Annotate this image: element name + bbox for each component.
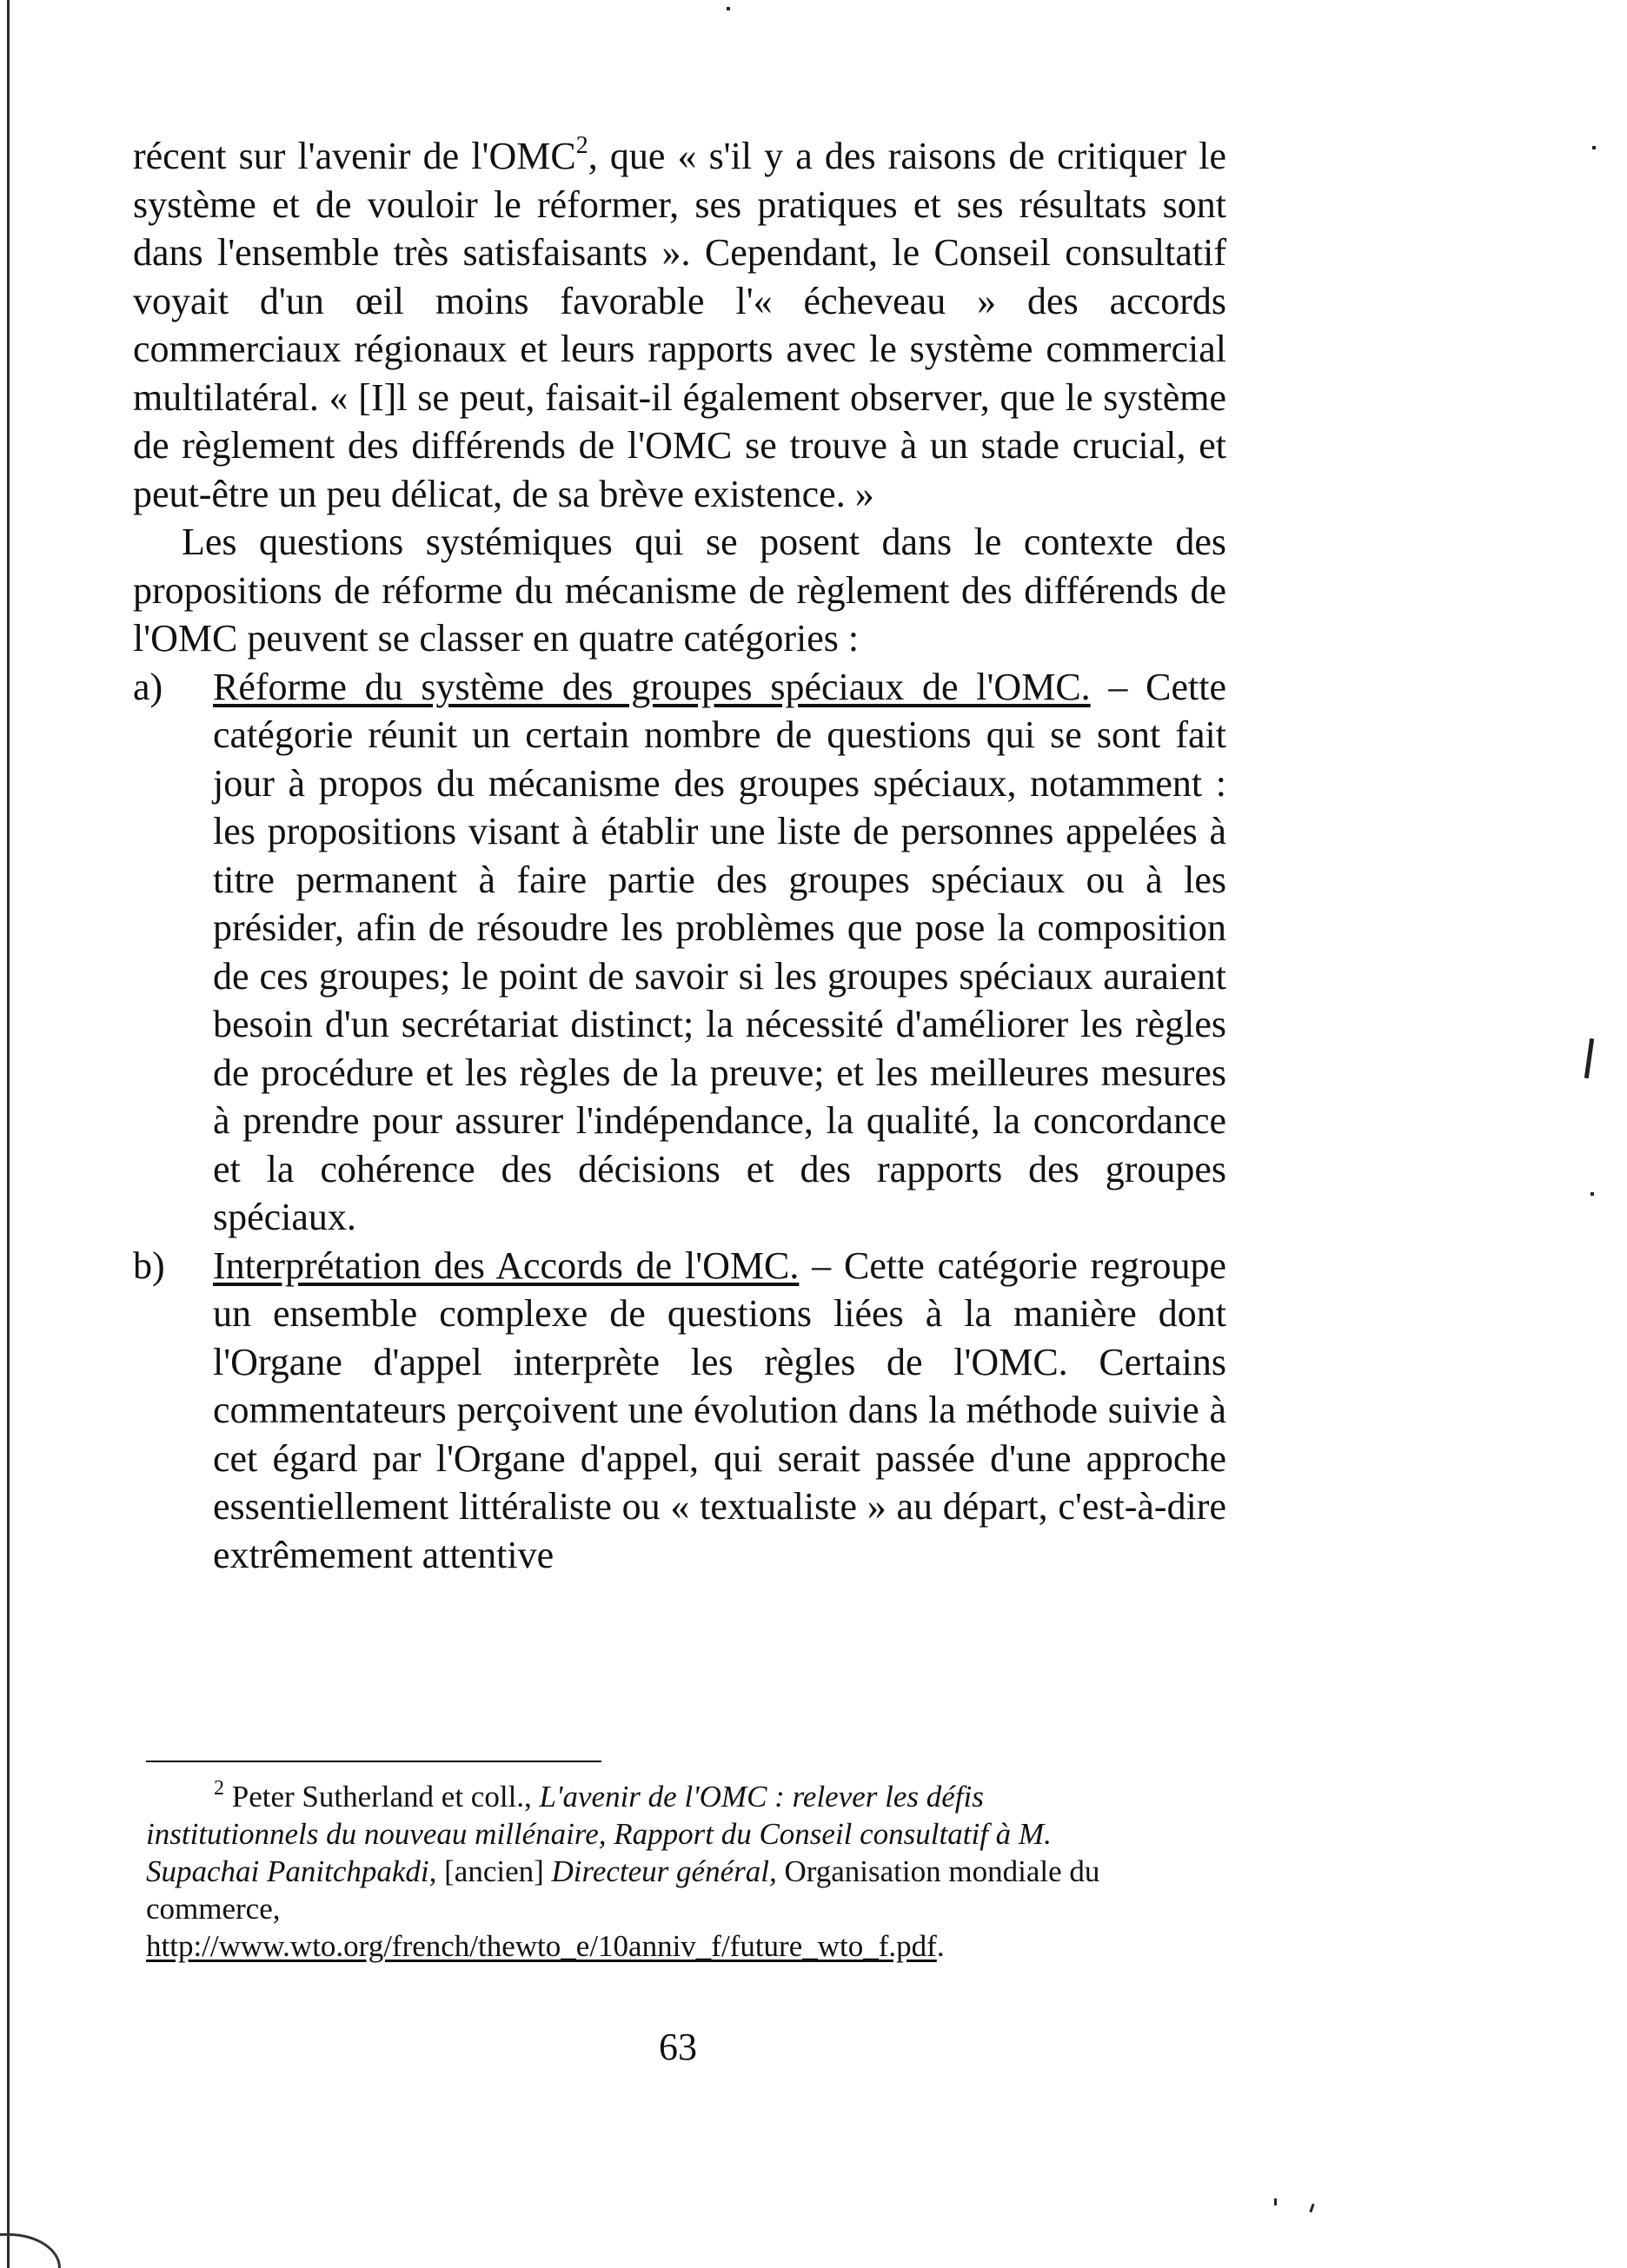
list-item-text: – Cette catégorie regroupe un ensemble complexe de questions liées à la manière dont l'Organe d'appel interprète les règles de l'OMC. Certains commentateurs perçoivent une évolution dans la méthode suivie à cet égard par l'Organe d'appel, qui serait passée d'une approche essentiellement littéraliste ou « textualiste » au départ, c'est-à-dire extrêmement attentive [213,1243,1226,1576]
paragraph-1 [133,132,1226,518]
paragraph-1-start: récent sur l'avenir de l'OMC [133,135,576,177]
list-marker: a) [133,665,163,708]
scan-speck [1309,2204,1314,2212]
footnote-title: L'avenir de l'OMC : relever les défis institutionnels du nouveau millénaire, Rapport du Conseil consultatif à M. Supachai Panitchpakdi, [146,1780,1052,1888]
page-body [133,132,1226,1579]
footnote-separator [146,1761,601,1762]
scan-speck [1592,146,1596,149]
footnote-bracket: [ancien] [436,1854,552,1888]
list-item-title: Interprétation des Accords de l'OMC. [213,1243,800,1287]
footnote-end: . [936,1929,945,1963]
scan-corner-curl [0,2233,61,2268]
scan-speck [1584,1038,1594,1078]
paragraph-1-rest: , que « s'il y a des raisons de critiquer le système et de vouloir le réformer, ses pratiques et ses résultats sont dans l'ensemble très satisfaisants ». Cependant, le Conseil consultatif voyait d'un œil moins favorable l'« écheveau » des accords commerciaux régionaux et leurs rapports avec le système commercial multilatéral. « [I]l se peut, faisait-il également observer, que le système de règlement des différends de l'OMC se trouve à un stade crucial, et peut-être un peu délicat, de sa brève existence. » [133,135,1226,515]
footnote-number: 2 [214,1777,224,1800]
footnote-author: Peter Sutherland et coll., [224,1780,540,1814]
footnote-url-link[interactable]: http://www.wto.org/french/thewto_e/10anniv_f/future_wto_f.pdf [146,1929,937,1963]
footnote-org: Organisation mondiale du commerce, [146,1854,1100,1926]
footnote-text [146,1778,1137,1927]
list-item-b [133,1242,1226,1580]
page-number: 63 [659,2026,697,2068]
footnote-link-line [146,1927,1137,1965]
paragraph-2: Les questions systémiques qui se posent dans le contexte des propositions de réforme du mécanisme de règlement des différends de l'OMC peuvent se classer en quatre catégories : [133,521,1226,660]
scan-speck [1274,2198,1277,2205]
list-item-title: Réforme du système des groupes spéciaux de l'OMC. [213,665,1091,708]
scan-edge-left [7,0,10,2268]
footnote [146,1778,1137,1965]
footnote-ref: 2 [575,132,588,159]
list-item-text: – Cette catégorie réunit un certain nombre de questions qui se sont fait jour à propos du mécanisme des groupes spéciaux, notamment : les propositions visant à établir une liste de personnes appelées à titre permanent à faire partie des groupes spéciaux ou à les présider, afin de résoudre les problèmes que pose la composition de ces groupes; le point de savoir si les groupes spéciaux auraient besoin d'un secrétariat distinct; la nécessité d'améliorer les règles de procédure et les règles de la preuve; et les meilleures mesures à prendre pour assurer l'indépendance, la qualité, la concordance et la cohérence des décisions et des rapports des groupes spéciaux. [213,665,1226,1238]
footnote-role: Directeur général, [551,1854,777,1888]
scan-speck [1590,1192,1594,1196]
list-marker: b) [133,1243,165,1287]
list-item-a [133,663,1226,1242]
scan-speck [727,7,730,10]
